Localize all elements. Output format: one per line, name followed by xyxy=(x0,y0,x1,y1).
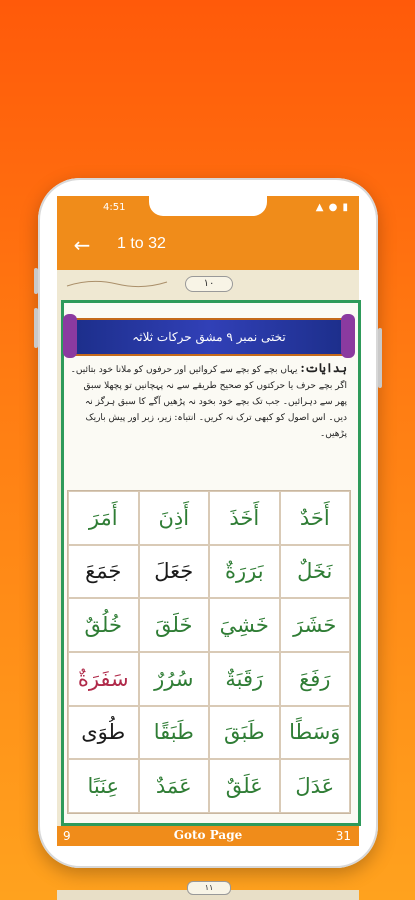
word-cell: جَمَعَ xyxy=(68,545,139,599)
lesson-banner xyxy=(69,318,349,356)
instructions-text: یہاں بچے کو بچے سے کروائیں اور حرفوں کو ملانا خود بتائیں۔ اگر بچے حرف یا حرکتوں کو صحیح طریقے سے نہ پہچانیں تو پچھلا سبق پھر سے دہرائیں۔ جب تک بچے خود بخود نہ پڑھیں آگے کا سبق ہرگز نہ دیں۔ اس اصول کو کبھی ترک نہ کریں۔ انتباہ: زیر، زبر اور پیش باریک پڑھیں۔ xyxy=(70,365,347,439)
word-cell: أَذِنَ xyxy=(139,491,210,545)
app-bar xyxy=(57,220,359,270)
word-cell: بَرَرَةٌ xyxy=(209,545,280,599)
status-icons: ▲ ● ▮ xyxy=(315,202,349,213)
last-page-number: 31 xyxy=(335,829,351,843)
camera-notch xyxy=(149,196,267,216)
word-cell: خُلُقٌ xyxy=(68,598,139,652)
instructions-block xyxy=(69,360,347,490)
word-cell: أَحَدٌ xyxy=(280,491,351,545)
header-ornament xyxy=(67,276,167,290)
top-page-number: ١٠ xyxy=(185,276,233,292)
word-cell: طَبَقًا xyxy=(139,706,210,760)
status-bar xyxy=(57,196,359,220)
word-cell: خَلَقَ xyxy=(139,598,210,652)
word-cell: أَمَرَ xyxy=(68,491,139,545)
word-cell: رَفَعَ xyxy=(280,652,351,706)
word-cell: وَسَطًا xyxy=(280,706,351,760)
phone-side-button xyxy=(34,268,38,294)
word-cell: حَشَرَ xyxy=(280,598,351,652)
word-cell: سَفَرَةٌ xyxy=(68,652,139,706)
word-cell: جَعَلَ xyxy=(139,545,210,599)
word-cell: أَخَذَ xyxy=(209,491,280,545)
word-grid xyxy=(67,490,351,814)
phone-side-button xyxy=(34,308,38,348)
word-cell: طُوَى xyxy=(68,706,139,760)
back-arrow-icon[interactable]: ← xyxy=(73,233,91,257)
word-cell: عَدَلَ xyxy=(280,759,351,813)
goto-page-button[interactable]: Goto Page xyxy=(173,828,243,842)
bottom-page-number: ١١ xyxy=(187,881,231,895)
page-title: 1 to 32 xyxy=(117,235,166,252)
word-cell: طَبَقَ xyxy=(209,706,280,760)
phone-side-button xyxy=(378,328,382,388)
first-page-number: 9 xyxy=(63,829,71,843)
word-cell: رَقَبَةٌ xyxy=(209,652,280,706)
status-time: 4:51 xyxy=(103,202,126,213)
goto-page-bar xyxy=(57,826,359,846)
banner-ornament-right xyxy=(341,314,355,358)
instructions-heading: ہدایات: xyxy=(300,361,347,375)
app-screen xyxy=(57,196,359,892)
word-cell: نَخَلٌ xyxy=(280,545,351,599)
word-cell: سُرُرٌ xyxy=(139,652,210,706)
banner-ornament-left xyxy=(63,314,77,358)
word-cell: خَشِيَ xyxy=(209,598,280,652)
word-cell: عِنَبًا xyxy=(68,759,139,813)
word-cell: عَمَدٌ xyxy=(139,759,210,813)
banner-title: تختی نمبر ۹ مشق حرکات ثلاثہ xyxy=(132,330,286,344)
word-cell: عَلَقٌ xyxy=(209,759,280,813)
